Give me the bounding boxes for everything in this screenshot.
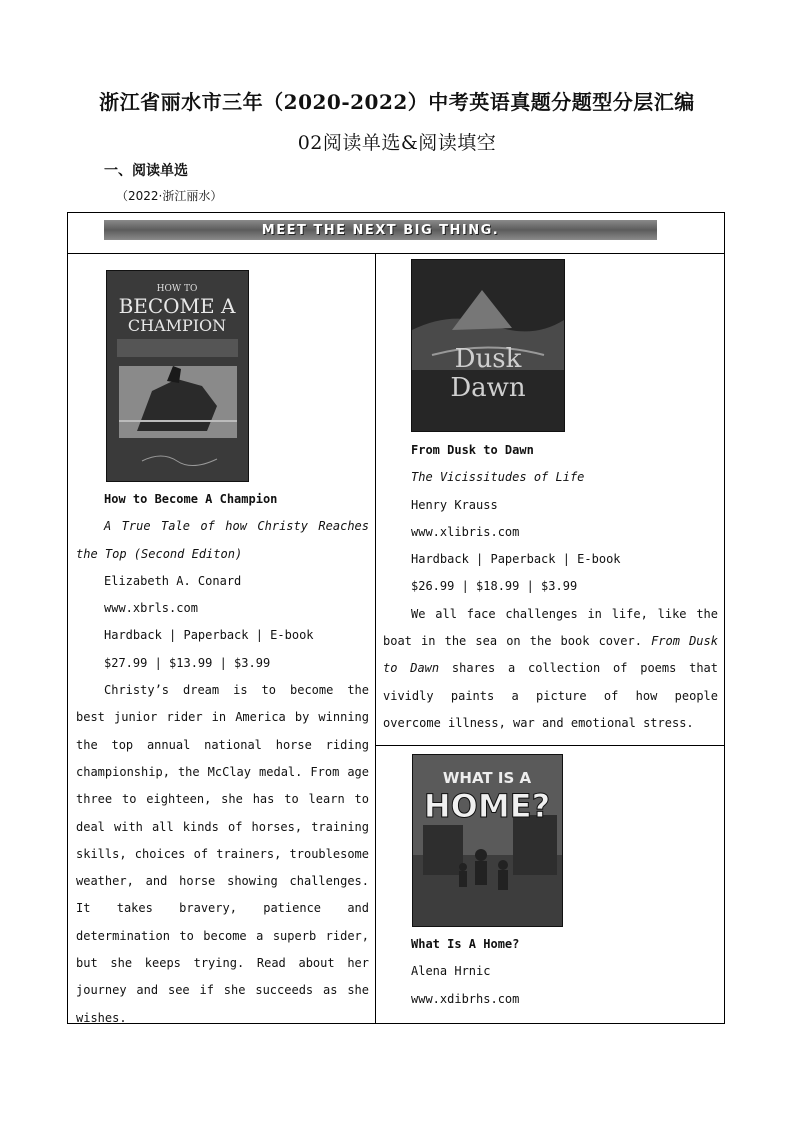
book-url: www.xbrls.com <box>104 601 198 616</box>
book-prices: $27.99 | $13.99 | $3.99 <box>104 655 271 670</box>
book-author: Alena Hrnic <box>411 964 491 979</box>
book-subtitle: The Vicissitudes of Life <box>411 470 585 485</box>
description-text: shares a collection of poems that vividly paints a picture of how people overcome illness, war and emotional stress. <box>383 661 719 730</box>
cover-text: CHAMPION <box>127 316 227 335</box>
cover-text: HOME? <box>423 787 551 825</box>
table-row-divider <box>68 253 724 254</box>
cover-text: WHAT IS A <box>442 769 532 787</box>
book-title: From Dusk to Dawn <box>411 443 534 457</box>
description-text: We all face challenges in life, like the boat in the sea on the book cover. <box>383 606 718 649</box>
cover-text: Dawn <box>450 373 526 403</box>
reading-table <box>67 212 725 1024</box>
book-entry-dusk <box>383 437 718 737</box>
description-book-title: From Dusk to Dawn <box>383 634 718 676</box>
book-subtitle: A True Tale of how Christy Reaches the Top (Second Editon) <box>76 519 369 561</box>
book-cover-home <box>412 754 563 927</box>
book-entry-home <box>383 931 718 1013</box>
book-description <box>383 601 718 737</box>
book-url: www.xlibris.com <box>411 524 520 539</box>
book-cover-champion <box>106 270 249 482</box>
book-title: What Is A Home? <box>411 937 520 951</box>
book-author: Henry Krauss <box>411 497 498 512</box>
book-formats: Hardback | Paperback | E-book <box>411 552 621 567</box>
banner <box>104 220 657 240</box>
cover-art-dusk <box>412 260 564 431</box>
book-author: Elizabeth A. Conard <box>104 573 242 588</box>
table-column-divider <box>375 253 376 1023</box>
banner-text: MEET THE NEXT BIG THING. <box>261 222 500 238</box>
document-title: 浙江省丽水市三年（2020-2022）中考英语真题分题型分层汇编 <box>99 90 695 114</box>
cover-text: BECOME A <box>118 294 236 318</box>
book-url: www.xdibrhs.com <box>411 991 520 1006</box>
document-subtitle: 02阅读单选&阅读填空 <box>297 132 497 154</box>
cover-art-home <box>413 755 562 926</box>
book-entry-champion <box>76 486 369 1032</box>
book-description: Christy’s dream is to become the best junior rider in America by winning the top annual national horse riding championship, the McClay medal. From age three to eighteen, she has to learn to deal with all kinds of horses, training skills, choices of trainers, troublesome weather, and horse showing challenges. It takes bravery, patience and determination to become a superb rider, but she keeps trying. Read about her journey and see if she succeeds as she wishes. <box>76 683 369 1025</box>
cover-text: Dusk <box>454 344 522 374</box>
cover-text: HOW TO <box>156 284 198 294</box>
book-title: How to Become A Champion <box>104 492 278 506</box>
table-right-divider <box>375 745 724 746</box>
section-heading: 一、阅读单选 <box>104 163 188 179</box>
book-formats: Hardback | Paperback | E-book <box>104 628 314 643</box>
source-label: （2022·浙江丽水） <box>116 189 223 203</box>
cover-art-champion <box>107 271 248 481</box>
book-cover-dusk <box>411 259 565 432</box>
book-prices: $26.99 | $18.99 | $3.99 <box>411 579 578 594</box>
